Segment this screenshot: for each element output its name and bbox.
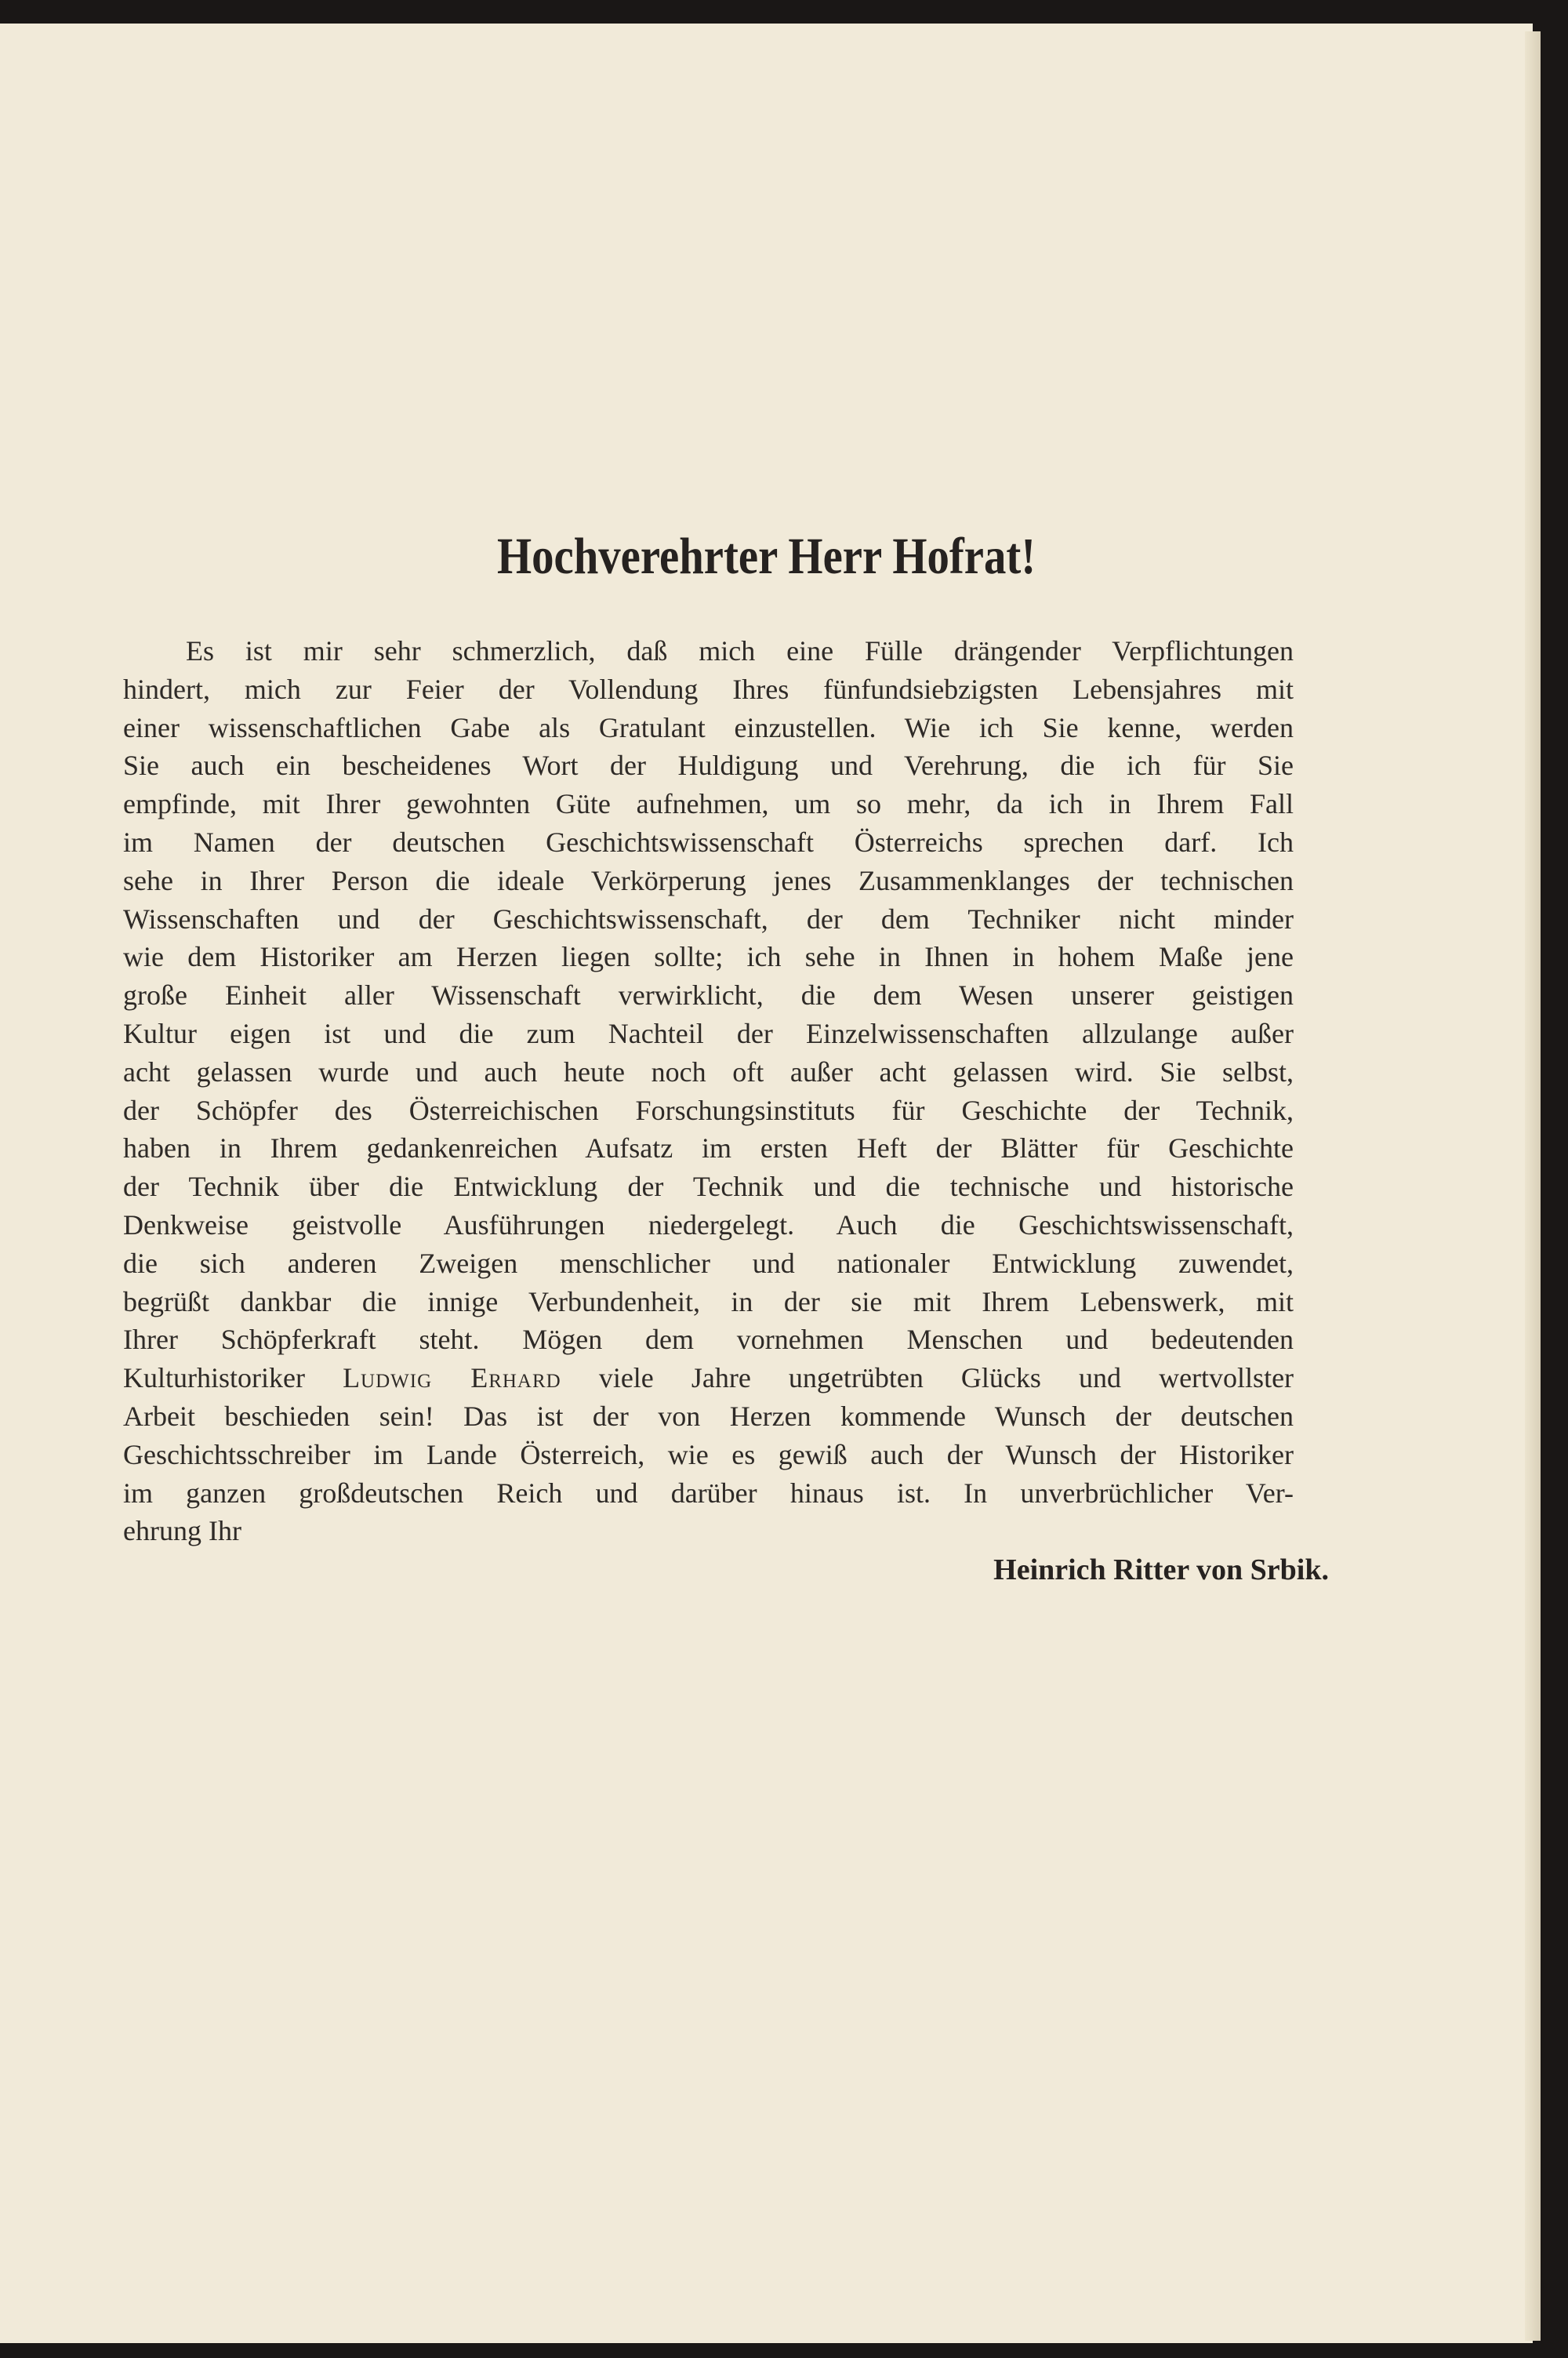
text-line: Es ist mir sehr schmerzlich, daß mich eine Fülle drängender Verpflichtungen <box>186 635 1294 667</box>
letter-body <box>123 632 1294 1550</box>
text-line: im ganzen großdeutschen Reich und darüber hinaus ist. In unverbrüchlicher Ver- <box>123 1477 1294 1509</box>
text-line: sehe in Ihrer Person die ideale Verkörperung jenes Zusammenklanges der technischen <box>123 864 1294 896</box>
text-fragment: viele Jahre ungetrübten Glücks und wertvollster <box>598 1362 1294 1394</box>
text-line: große Einheit aller Wissenschaft verwirklicht, die dem Wesen unserer geistigen <box>123 979 1294 1012</box>
text-line: Ihrer Schöpferkraft steht. Mögen dem vornehmen Menschen und bedeutenden <box>123 1324 1294 1356</box>
text-line: einer wissenschaftlichen Gabe als Gratulant einzustellen. Wie ich Sie kenne, werden <box>123 711 1294 743</box>
text-line: der Technik über die Entwicklung der Technik und die technische und historische <box>123 1171 1294 1203</box>
letter-salutation: Hochverehrter Herr Hofrat! <box>497 528 1036 585</box>
text-fragment: Kulturhistoriker <box>123 1362 305 1394</box>
text-line: Sie auch ein bescheidenes Wort der Huldigung und Verehrung, die ich für Sie <box>123 750 1294 782</box>
text-line: Kultur eigen ist und die zum Nachteil der Einzelwissenschaften allzulange außer <box>123 1017 1294 1049</box>
text-line: haben in Ihrem gedankenreichen Aufsatz im ersten Heft der Blätter für Geschichte <box>123 1132 1294 1164</box>
honoree-name: Ludwig Erhard <box>343 1362 561 1394</box>
text-line: Wissenschaften und der Geschichtswissenschaft, der dem Techniker nicht minder <box>123 903 1294 935</box>
text-line: begrüßt dankbar die innige Verbundenheit, in der sie mit Ihrem Lebenswerk, mit <box>123 1285 1294 1317</box>
page-edge <box>1525 31 1541 2341</box>
signature: Heinrich Ritter von Srbik. <box>993 1553 1329 1586</box>
text-line: Arbeit beschieden sein! Das ist der von Herzen kommende Wunsch der deutschen <box>123 1400 1294 1432</box>
text-line: Geschichtsschreiber im Lande Österreich, wie es gewiß auch der Wunsch der Historiker <box>123 1438 1294 1470</box>
text-line: hindert, mich zur Feier der Vollendung Ihres fünfundsiebzigsten Lebensjahres mit <box>123 673 1294 705</box>
text-line: die sich anderen Zweigen menschlicher und nationaler Entwicklung zuwendet, <box>123 1247 1294 1279</box>
text-line-with-name <box>123 1359 1294 1397</box>
text-line: Denkweise geistvolle Ausführungen niedergelegt. Auch die Geschichtswissenschaft, <box>123 1208 1294 1241</box>
text-line: ehrung Ihr <box>123 1515 241 1547</box>
text-line: wie dem Historiker am Herzen liegen sollte; ich sehe in Ihnen in hohem Maße jene <box>123 941 1294 973</box>
text-line: der Schöpfer des Österreichischen Forschungsinstituts für Geschichte der Technik, <box>123 1094 1294 1126</box>
text-line: acht gelassen wurde und auch heute noch oft außer acht gelassen wird. Sie selbst, <box>123 1055 1294 1088</box>
text-line: im Namen der deutschen Geschichtswissenschaft Österreichs sprechen darf. Ich <box>123 826 1294 858</box>
text-line: empfinde, mit Ihrer gewohnten Güte aufnehmen, um so mehr, da ich in Ihrem Fall <box>123 788 1294 820</box>
